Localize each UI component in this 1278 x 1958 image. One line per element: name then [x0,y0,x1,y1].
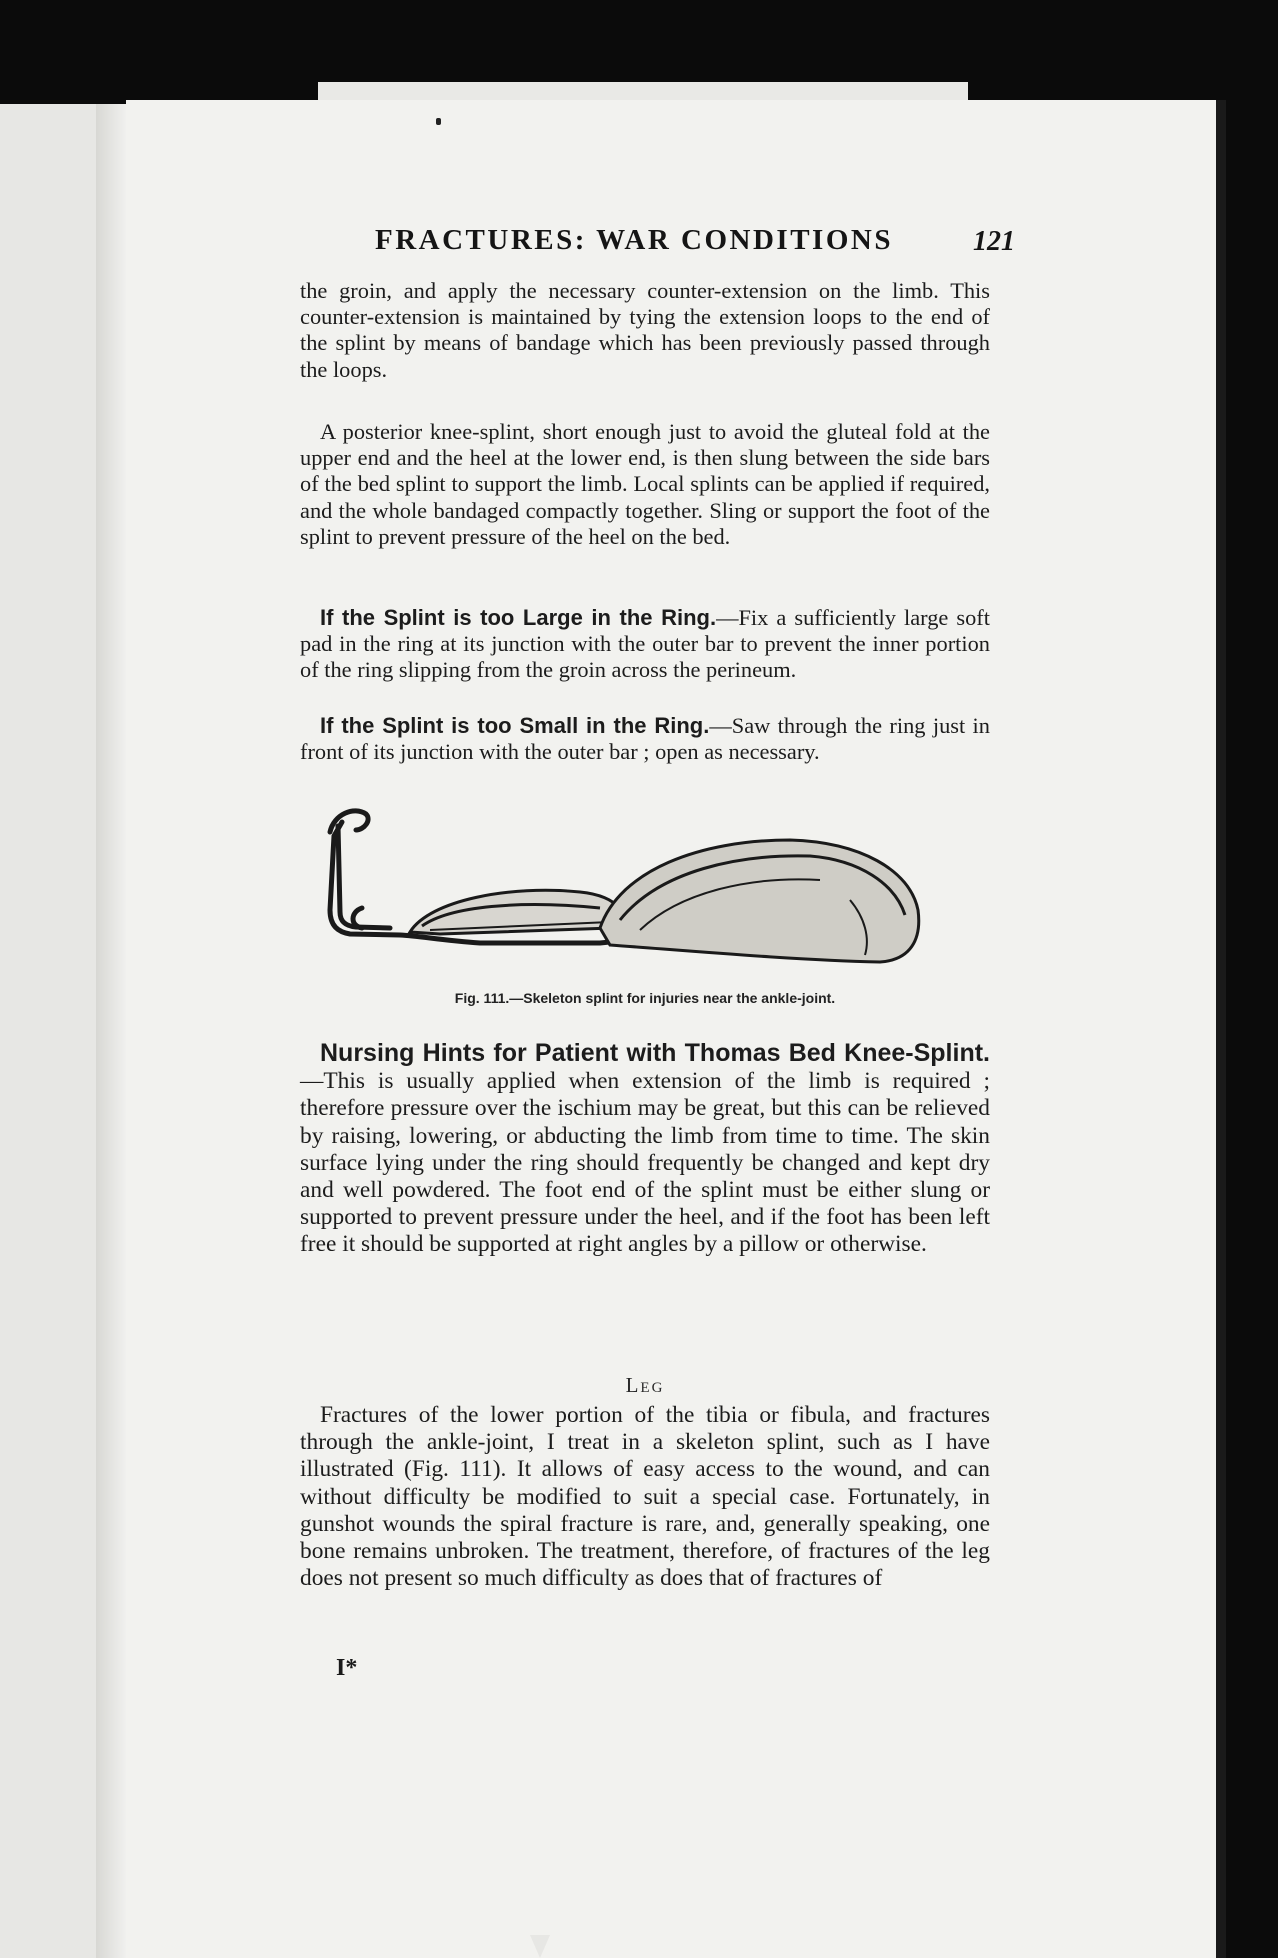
ink-dot [436,118,441,125]
paragraph-nursing-hints [300,1040,990,1259]
skeleton-splint-illustration [320,800,980,975]
running-header [375,224,1015,264]
page-shadow [1216,100,1226,1958]
left-page-gutter [96,104,126,1958]
subheading-splint-too-large: If the Splint is too Large in the Ring. [320,605,717,630]
text-splint-too-small: —Saw through the ring just in front of its junction with the outer bar ; open as necessary. [300,713,990,765]
text-nursing-hints: —This is usually applied when extension of the limb is required ; therefore pressure over the ischium may be great, but this can be relieved by raising, lowering, or abducting the limb from time to time. The skin surface lying under the ring should frequently be changed and kept dry and well powdered. The foot end of the splint must be either slung or supported to prevent pressure under the heel, and if the foot has been left free it should be supported at right angles by a pillow or otherwise. [300,1068,990,1258]
signature-mark: I* [336,1655,358,1681]
paragraph-splint-too-large [300,605,990,684]
subheading-splint-too-small: If the Splint is too Small in the Ring. [320,713,710,738]
figure-caption: Fig. 111.—Skeleton splint for injuries near the ankle-joint. [454,990,836,1006]
subheading-nursing-hints: Nursing Hints for Patient with Thomas Bed Knee-Splint. [320,1039,990,1067]
paragraph-counter-extension: the groin, and apply the necessary counter-extension on the limb. This counter-extension is maintained by tying the extension loops to the end of the splint by means of bandage which has been previously passed through the loops. [300,278,990,382]
section-heading-leg: Leg [625,1373,665,1397]
page-number: 121 [973,226,1015,257]
running-title: FRACTURES: WAR CONDITIONS [375,224,893,256]
text-splint-too-large: —Fix a sufficiently large soft pad in the ring at its junction with the outer bar to prevent the inner portion of the ring slipping from the groin across the perineum. [300,605,990,683]
paragraph-leg-fractures: Fractures of the lower portion of the tibia or fibula, and fractures through the ankle-joint, I treat in a skeleton splint, such as I have illustrated (Fig. 111). It allows of easy access to the wound, and can without difficulty be modified to suit a special case. Fortunately, in gunshot wounds the spiral fracture is rare, and, generally speaking, one bone remains unbroken. The treatment, therefore, of fractures of the leg does not present so much difficulty as does that of fractures of [300,1402,990,1592]
paragraph-splint-too-small [300,713,990,765]
scan-bottom-mark [530,1935,550,1958]
paragraph-posterior-splint: A posterior knee-splint, short enough just to avoid the gluteal fold at the upper end and the heel at the lower end, is then slung between the side bars of the bed splint to support the limb. Local splints can be applied if required, and the whole bandaged compactly together. Sling or support the foot of the splint to prevent pressure of the heel on the bed. [300,419,990,549]
